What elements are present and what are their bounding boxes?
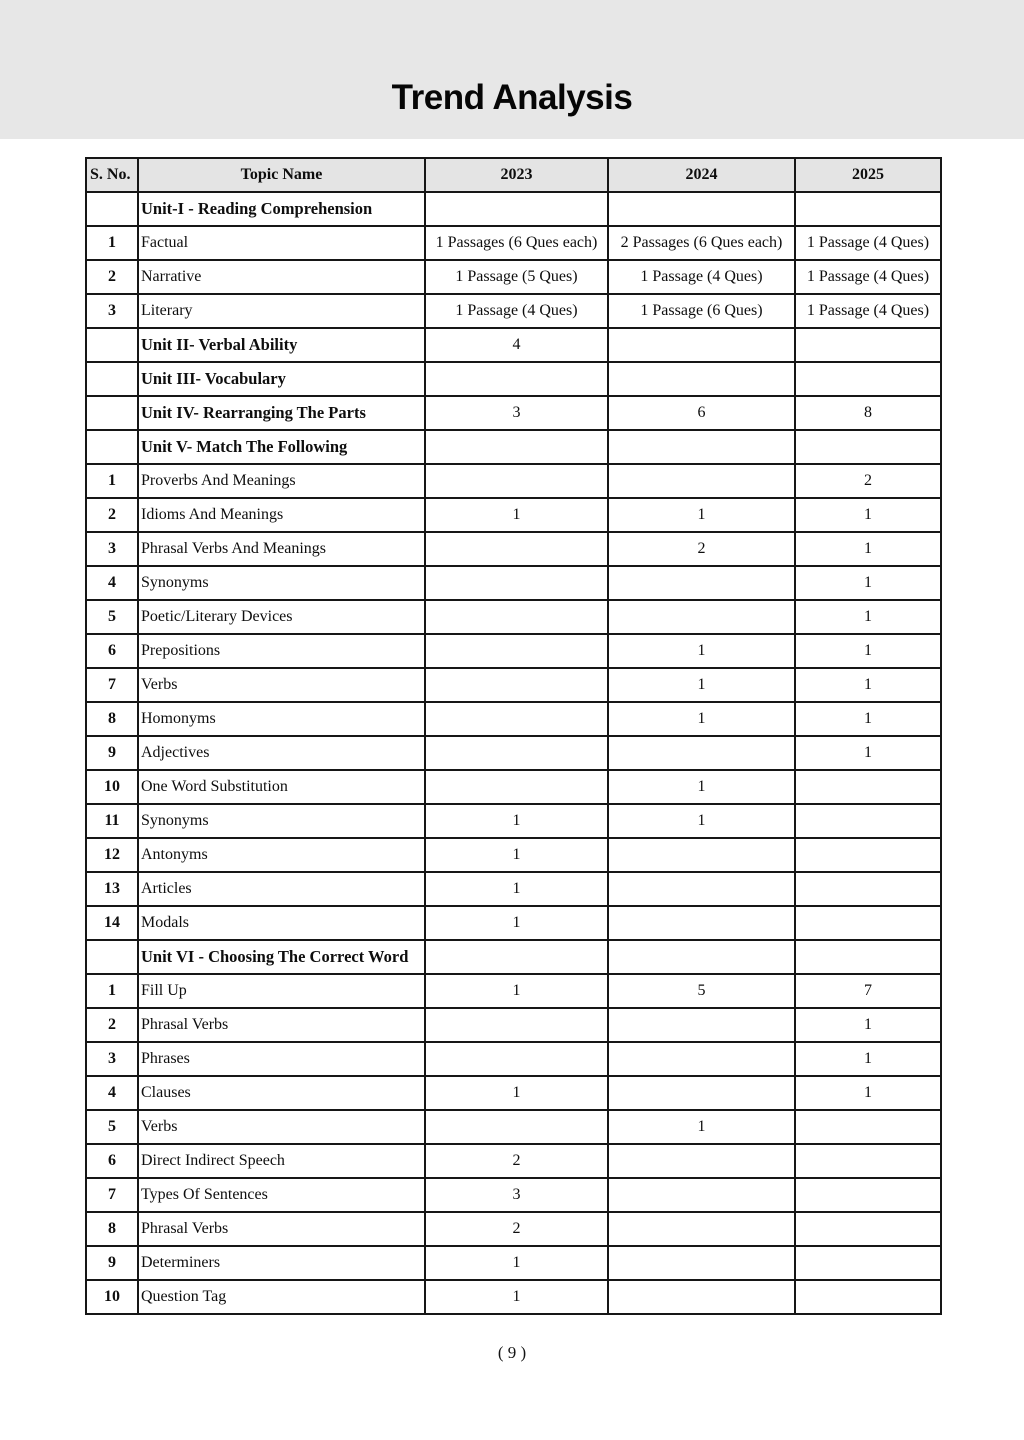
cell-topic: Unit IV- Rearranging The Parts — [138, 396, 425, 430]
table-row — [86, 498, 941, 532]
cell-topic: Determiners — [138, 1246, 425, 1280]
cell-y2025: 2 — [795, 464, 941, 498]
cell-sno: 3 — [86, 532, 138, 566]
section-row — [86, 328, 941, 362]
cell-y2025 — [795, 838, 941, 872]
cell-y2024 — [608, 1246, 795, 1280]
cell-y2024 — [608, 1280, 795, 1314]
cell-topic: Factual — [138, 226, 425, 260]
cell-sno: 14 — [86, 906, 138, 940]
top-band — [0, 0, 1024, 139]
cell-y2025 — [795, 1246, 941, 1280]
cell-topic: Phrases — [138, 1042, 425, 1076]
cell-y2024: 1 — [608, 668, 795, 702]
header-cell-2024: 2024 — [608, 158, 795, 192]
cell-y2025 — [795, 804, 941, 838]
cell-y2024 — [608, 1076, 795, 1110]
cell-y2023: 1 — [425, 1280, 608, 1314]
cell-topic: Adjectives — [138, 736, 425, 770]
cell-y2025 — [795, 872, 941, 906]
cell-y2025: 7 — [795, 974, 941, 1008]
cell-topic: Unit III- Vocabulary — [138, 362, 425, 396]
cell-sno: 3 — [86, 1042, 138, 1076]
cell-sno — [86, 328, 138, 362]
cell-y2024 — [608, 906, 795, 940]
cell-y2024 — [608, 464, 795, 498]
table-row — [86, 294, 941, 328]
table-row — [86, 702, 941, 736]
cell-y2023: 1 — [425, 804, 608, 838]
cell-sno: 7 — [86, 668, 138, 702]
cell-y2023 — [425, 1042, 608, 1076]
table-row — [86, 872, 941, 906]
cell-y2025: 1 — [795, 736, 941, 770]
cell-topic: Antonyms — [138, 838, 425, 872]
header-cell-sno: S. No. — [86, 158, 138, 192]
table-row — [86, 906, 941, 940]
cell-y2025 — [795, 1212, 941, 1246]
section-row — [86, 362, 941, 396]
cell-sno — [86, 396, 138, 430]
cell-y2023 — [425, 1008, 608, 1042]
cell-y2025: 1 — [795, 1042, 941, 1076]
cell-sno: 8 — [86, 1212, 138, 1246]
table-body — [86, 192, 941, 1314]
cell-y2024 — [608, 362, 795, 396]
cell-y2023: 1 — [425, 1246, 608, 1280]
cell-y2023: 1 — [425, 838, 608, 872]
cell-sno: 1 — [86, 974, 138, 1008]
table-row — [86, 770, 941, 804]
cell-y2025 — [795, 1280, 941, 1314]
cell-sno: 5 — [86, 600, 138, 634]
cell-topic: Synonyms — [138, 804, 425, 838]
cell-topic: Clauses — [138, 1076, 425, 1110]
table-row — [86, 260, 941, 294]
cell-y2023 — [425, 668, 608, 702]
cell-y2025: 1 Passage (4 Ques) — [795, 260, 941, 294]
cell-y2025: 1 — [795, 532, 941, 566]
cell-y2024 — [608, 1042, 795, 1076]
cell-y2024 — [608, 1144, 795, 1178]
cell-y2024: 5 — [608, 974, 795, 1008]
cell-y2024 — [608, 192, 795, 226]
cell-y2025: 1 Passage (4 Ques) — [795, 294, 941, 328]
header-cell-2025: 2025 — [795, 158, 941, 192]
cell-sno: 8 — [86, 702, 138, 736]
cell-y2023: 3 — [425, 396, 608, 430]
cell-y2025 — [795, 1110, 941, 1144]
cell-topic: Direct Indirect Speech — [138, 1144, 425, 1178]
cell-y2023: 1 — [425, 1076, 608, 1110]
cell-y2023 — [425, 532, 608, 566]
cell-y2024: 1 — [608, 770, 795, 804]
cell-topic: Narrative — [138, 260, 425, 294]
trend-analysis-table — [85, 157, 942, 1315]
cell-y2024: 2 Passages (6 Ques each) — [608, 226, 795, 260]
cell-topic: Homonyms — [138, 702, 425, 736]
cell-y2023: 1 — [425, 872, 608, 906]
cell-y2025: 1 — [795, 1008, 941, 1042]
cell-y2024: 1 — [608, 634, 795, 668]
cell-y2023 — [425, 192, 608, 226]
cell-y2025: 1 Passage (4 Ques) — [795, 226, 941, 260]
cell-topic: Verbs — [138, 1110, 425, 1144]
cell-y2024: 1 Passage (4 Ques) — [608, 260, 795, 294]
cell-y2023 — [425, 736, 608, 770]
cell-sno: 2 — [86, 1008, 138, 1042]
table-row — [86, 1008, 941, 1042]
cell-y2024 — [608, 1212, 795, 1246]
cell-y2023 — [425, 634, 608, 668]
section-row — [86, 192, 941, 226]
cell-y2023: 1 Passage (5 Ques) — [425, 260, 608, 294]
cell-sno: 11 — [86, 804, 138, 838]
cell-y2025: 1 — [795, 668, 941, 702]
cell-sno: 1 — [86, 464, 138, 498]
cell-topic: Phrasal Verbs And Meanings — [138, 532, 425, 566]
cell-y2025 — [795, 328, 941, 362]
cell-y2025: 1 — [795, 1076, 941, 1110]
cell-sno: 7 — [86, 1178, 138, 1212]
cell-y2023 — [425, 464, 608, 498]
cell-sno: 13 — [86, 872, 138, 906]
cell-sno: 4 — [86, 1076, 138, 1110]
table-row — [86, 532, 941, 566]
cell-topic: One Word Substitution — [138, 770, 425, 804]
table-header-row — [86, 158, 941, 192]
cell-sno: 10 — [86, 1280, 138, 1314]
table-row — [86, 226, 941, 260]
cell-y2024: 1 — [608, 1110, 795, 1144]
cell-y2024 — [608, 736, 795, 770]
table-row — [86, 974, 941, 1008]
cell-sno: 9 — [86, 736, 138, 770]
cell-y2024 — [608, 872, 795, 906]
cell-sno: 1 — [86, 226, 138, 260]
cell-y2023: 1 — [425, 906, 608, 940]
cell-y2023 — [425, 430, 608, 464]
cell-y2023 — [425, 600, 608, 634]
cell-y2024: 6 — [608, 396, 795, 430]
cell-y2025 — [795, 1144, 941, 1178]
cell-y2023 — [425, 702, 608, 736]
cell-topic: Unit V- Match The Following — [138, 430, 425, 464]
cell-y2025 — [795, 362, 941, 396]
table-row — [86, 1212, 941, 1246]
cell-topic: Articles — [138, 872, 425, 906]
cell-y2024 — [608, 328, 795, 362]
table-row — [86, 838, 941, 872]
cell-y2025 — [795, 1178, 941, 1212]
table-row — [86, 600, 941, 634]
table-row — [86, 1178, 941, 1212]
table-row — [86, 1144, 941, 1178]
cell-sno: 6 — [86, 634, 138, 668]
cell-y2023: 2 — [425, 1212, 608, 1246]
cell-y2023 — [425, 1110, 608, 1144]
cell-y2024: 1 — [608, 498, 795, 532]
cell-y2023 — [425, 566, 608, 600]
cell-sno: 5 — [86, 1110, 138, 1144]
table-row — [86, 804, 941, 838]
cell-sno — [86, 940, 138, 974]
cell-topic: Types Of Sentences — [138, 1178, 425, 1212]
cell-sno: 9 — [86, 1246, 138, 1280]
cell-topic: Unit II- Verbal Ability — [138, 328, 425, 362]
cell-topic: Unit-I - Reading Comprehension — [138, 192, 425, 226]
cell-y2025 — [795, 906, 941, 940]
cell-y2023: 2 — [425, 1144, 608, 1178]
cell-y2023: 1 Passage (4 Ques) — [425, 294, 608, 328]
footer-page-number: ( 9 ) — [497, 1343, 527, 1362]
header-cell-topic: Topic Name — [138, 158, 425, 192]
header-cell-2023: 2023 — [425, 158, 608, 192]
cell-sno: 2 — [86, 498, 138, 532]
table-row — [86, 736, 941, 770]
cell-topic: Verbs — [138, 668, 425, 702]
cell-y2023: 4 — [425, 328, 608, 362]
cell-y2024: 1 — [608, 804, 795, 838]
cell-y2025: 8 — [795, 396, 941, 430]
cell-topic: Literary — [138, 294, 425, 328]
cell-y2025: 1 — [795, 702, 941, 736]
cell-y2025 — [795, 192, 941, 226]
table-row — [86, 1076, 941, 1110]
table-row — [86, 1246, 941, 1280]
cell-y2025 — [795, 430, 941, 464]
section-row — [86, 430, 941, 464]
cell-sno: 4 — [86, 566, 138, 600]
table-row — [86, 464, 941, 498]
section-row — [86, 396, 941, 430]
cell-sno: 10 — [86, 770, 138, 804]
cell-y2025: 1 — [795, 566, 941, 600]
cell-y2023: 1 — [425, 974, 608, 1008]
cell-topic: Proverbs And Meanings — [138, 464, 425, 498]
cell-y2024: 2 — [608, 532, 795, 566]
cell-sno: 2 — [86, 260, 138, 294]
cell-y2023 — [425, 362, 608, 396]
cell-y2025: 1 — [795, 600, 941, 634]
table-row — [86, 634, 941, 668]
cell-y2024 — [608, 1008, 795, 1042]
cell-sno — [86, 430, 138, 464]
cell-topic: Phrasal Verbs — [138, 1008, 425, 1042]
cell-y2023: 1 Passages (6 Ques each) — [425, 226, 608, 260]
cell-y2024 — [608, 600, 795, 634]
cell-y2024 — [608, 430, 795, 464]
cell-topic: Phrasal Verbs — [138, 1212, 425, 1246]
table-row — [86, 668, 941, 702]
cell-y2023: 1 — [425, 498, 608, 532]
cell-y2024 — [608, 838, 795, 872]
cell-sno — [86, 362, 138, 396]
cell-sno — [86, 192, 138, 226]
table-row — [86, 1110, 941, 1144]
cell-topic: Fill Up — [138, 974, 425, 1008]
cell-sno: 3 — [86, 294, 138, 328]
cell-y2024 — [608, 566, 795, 600]
cell-topic: Modals — [138, 906, 425, 940]
table-row — [86, 566, 941, 600]
table-row — [86, 1042, 941, 1076]
cell-y2024: 1 Passage (6 Ques) — [608, 294, 795, 328]
cell-y2024 — [608, 940, 795, 974]
cell-sno: 6 — [86, 1144, 138, 1178]
cell-y2025: 1 — [795, 498, 941, 532]
cell-y2024: 1 — [608, 702, 795, 736]
cell-y2023 — [425, 770, 608, 804]
page-title: Trend Analysis — [391, 78, 633, 117]
table-row — [86, 1280, 941, 1314]
section-row — [86, 940, 941, 974]
cell-topic: Prepositions — [138, 634, 425, 668]
cell-topic: Synonyms — [138, 566, 425, 600]
cell-sno: 12 — [86, 838, 138, 872]
cell-topic: Poetic/Literary Devices — [138, 600, 425, 634]
cell-y2025 — [795, 940, 941, 974]
cell-topic: Idioms And Meanings — [138, 498, 425, 532]
cell-y2023 — [425, 940, 608, 974]
cell-y2025: 1 — [795, 634, 941, 668]
cell-y2023: 3 — [425, 1178, 608, 1212]
cell-topic: Unit VI - Choosing The Correct Word — [138, 940, 425, 974]
cell-y2025 — [795, 770, 941, 804]
cell-y2024 — [608, 1178, 795, 1212]
cell-topic: Question Tag — [138, 1280, 425, 1314]
